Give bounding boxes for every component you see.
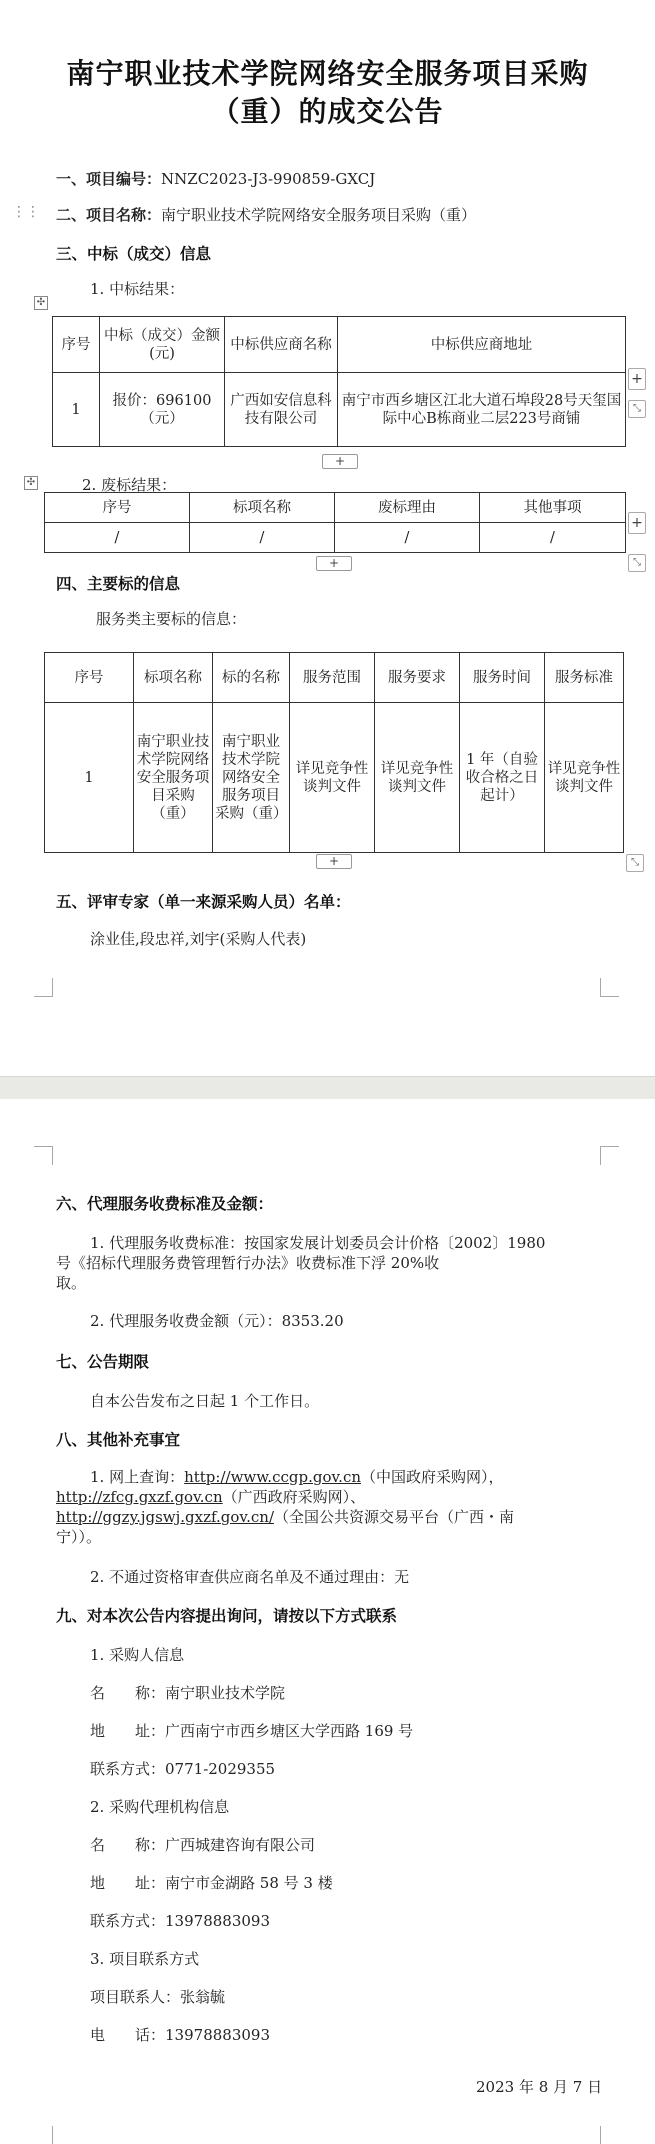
add-column-button[interactable]: + — [628, 368, 646, 390]
online-query-line1 — [90, 1466, 504, 1487]
project-name-value: 南宁职业技术学院网络安全服务项目采购（重） — [161, 206, 477, 224]
agency-name — [90, 1834, 315, 1855]
award-result-label: 1. 中标结果： — [90, 280, 185, 298]
online-query-line2 — [56, 1486, 365, 1507]
table-header-cell: 服务标准 — [545, 653, 624, 703]
failed-bid-label: 2. 废标结果： — [82, 476, 177, 494]
agency-contact-value: 13978883093 — [165, 1912, 270, 1930]
table-cell: 南宁市西乡塘区江北大道石埠段28号天玺国际中心B栋商业二层223号商铺 — [338, 373, 626, 447]
page-separator — [0, 1076, 655, 1100]
project-contact-person-value: 张翁毓 — [180, 1988, 226, 2006]
failed-bid-table — [44, 492, 626, 553]
table-resize-handle[interactable]: ⤡ — [628, 554, 646, 572]
table-cell: / — [335, 523, 480, 553]
section-8-heading: 八、其他补充事宜 — [56, 1430, 181, 1449]
table-cell: 详见竞争性谈判文件 — [290, 703, 375, 853]
table-cell: 1 — [53, 373, 100, 447]
table-resize-handle[interactable]: ⤡ — [628, 400, 646, 418]
buyer-contact-value: 0771-2029355 — [165, 1760, 276, 1778]
table-cell: 报价：696100（元） — [100, 373, 225, 447]
buyer-address-value: 广西南宁市西乡塘区大学西路 169 号 — [165, 1722, 414, 1740]
agency-address — [90, 1872, 333, 1893]
section-7-heading: 七、公告期限 — [56, 1352, 150, 1371]
online-query-line4: 宁））。 — [56, 1528, 102, 1546]
drag-handle-icon[interactable]: ⋮⋮ — [12, 204, 40, 220]
agency-address-label: 地 址： — [90, 1874, 166, 1892]
table-cell: / — [480, 523, 626, 553]
document-title-line2: （重）的成交公告 — [211, 95, 444, 128]
table-cell: 详见竞争性谈判文件 — [545, 703, 624, 853]
table-cell: / — [190, 523, 335, 553]
buyer-contact-label: 联系方式： — [90, 1760, 166, 1778]
table-header-cell: 序号 — [45, 493, 190, 523]
table-header-cell: 标项名称 — [134, 653, 213, 703]
table-header-cell: 标的名称 — [213, 653, 290, 703]
corner-mark — [600, 978, 619, 997]
agency-info-title: 2. 采购代理机构信息 — [90, 1798, 230, 1816]
document-title: 南宁职业技术学院网络安全服务项目采购 — [66, 57, 589, 90]
ccgp-desc: （中国政府采购网）， — [361, 1468, 504, 1486]
project-contact-phone-value: 13978883093 — [165, 2026, 270, 2044]
table-header-cell: 序号 — [53, 317, 100, 373]
expert-names: 涂业佳,段忠祥,刘宇(采购人代表) — [90, 930, 307, 948]
project-number-value: NNZC2023-J3-990859-GXCJ — [161, 170, 376, 188]
buyer-name-label: 名 称： — [90, 1684, 166, 1702]
table-header-cell: 中标（成交）金额(元) — [100, 317, 225, 373]
section-3-heading: 三、中标（成交）信息 — [56, 244, 212, 263]
table-header-cell: 序号 — [45, 653, 134, 703]
buyer-name — [90, 1682, 285, 1703]
table-header-cell: 中标供应商名称 — [225, 317, 338, 373]
section-5-heading: 五、评审专家（单一来源采购人员）名单： — [56, 892, 351, 911]
fee-standard-line2: 号《招标代理服务费管理暂行办法》收费标准下浮 20%收 — [56, 1254, 440, 1272]
corner-mark — [600, 1146, 619, 1165]
table-header-cell: 服务时间 — [460, 653, 545, 703]
online-query-line3 — [56, 1506, 514, 1527]
corner-mark — [34, 1146, 53, 1165]
table-header-cell: 中标供应商地址 — [338, 317, 626, 373]
table-header-cell: 服务范围 — [290, 653, 375, 703]
table-header-cell: 服务要求 — [375, 653, 460, 703]
add-row-button[interactable]: + — [316, 854, 352, 869]
table-cell: 南宁职业技术学院网络安全服务项目采购（重） — [134, 703, 213, 853]
buyer-address — [90, 1720, 413, 1741]
table-resize-handle[interactable]: ⤡ — [626, 854, 644, 872]
ggzy-desc: （全国公共资源交易平台（广西・南 — [274, 1508, 515, 1526]
fee-standard-line1: 1. 代理服务收费标准：按国家发展计划委员会计价格〔2002〕1980 — [90, 1234, 546, 1252]
table-move-icon[interactable]: ✣ — [24, 476, 38, 490]
corner-mark — [34, 2126, 53, 2144]
table-cell: 广西如安信息科技有限公司 — [225, 373, 338, 447]
table-move-icon[interactable]: ✣ — [34, 296, 48, 310]
add-column-button[interactable]: + — [628, 512, 646, 534]
table-header-cell: 其他事项 — [480, 493, 626, 523]
buyer-address-label: 地 址： — [90, 1722, 166, 1740]
notice-period: 自本公告发布之日起 1 个工作日。 — [90, 1392, 320, 1410]
agency-name-value: 广西城建咨询有限公司 — [165, 1836, 316, 1854]
project-name-label: 二、项目名称： — [56, 206, 162, 224]
fee-amount: 2. 代理服务收费金额（元）：8353.20 — [90, 1312, 344, 1330]
project-name — [56, 204, 476, 225]
project-number-label: 一、项目编号： — [56, 170, 162, 188]
table-cell: 1 — [45, 703, 134, 853]
table-cell: 详见竞争性谈判文件 — [375, 703, 460, 853]
gxzf-desc: （广西政府采购网）、 — [222, 1488, 366, 1506]
gxzf-link[interactable]: http://zfcg.gxzf.gov.cn — [56, 1488, 223, 1506]
agency-name-label: 名 称： — [90, 1836, 166, 1854]
section-9-heading: 九、对本次公告内容提出询问，请按以下方式联系 — [56, 1606, 398, 1625]
ccgp-link[interactable]: http://www.ccgp.gov.cn — [184, 1468, 362, 1486]
table-cell: / — [45, 523, 190, 553]
agency-contact-label: 联系方式： — [90, 1912, 166, 1930]
project-number — [56, 168, 375, 189]
fee-standard-line3: 取。 — [56, 1274, 87, 1292]
project-contact-person-label: 项目联系人： — [90, 1988, 181, 2006]
project-contact-person — [90, 1986, 225, 2007]
publish-date: 2023 年 8 月 7 日 — [476, 2078, 603, 2096]
service-table — [44, 652, 624, 853]
add-row-button[interactable]: + — [322, 454, 358, 469]
corner-mark — [600, 2126, 619, 2144]
corner-mark — [34, 978, 53, 997]
project-contact-phone — [90, 2024, 270, 2045]
agency-address-value: 南宁市金湖路 58 号 3 楼 — [165, 1874, 333, 1892]
ggzy-link[interactable]: http://ggzy.jgswj.gxzf.gov.cn/ — [56, 1508, 275, 1526]
buyer-contact — [90, 1758, 275, 1779]
project-contact-title: 3. 项目联系方式 — [90, 1950, 200, 1968]
table-cell: 南宁职业技术学院网络安全服务项目采购（重） — [213, 703, 290, 853]
agency-contact — [90, 1910, 270, 1931]
disqualified-suppliers: 2. 不通过资格审查供应商名单及不通过理由：无 — [90, 1568, 410, 1586]
buyer-name-value: 南宁职业技术学院 — [165, 1684, 286, 1702]
section-6-heading: 六、代理服务收费标准及金额： — [56, 1194, 274, 1213]
table-header-cell: 废标理由 — [335, 493, 480, 523]
add-row-button[interactable]: + — [316, 556, 352, 571]
section-4-heading: 四、主要标的信息 — [56, 574, 181, 593]
buyer-info-title: 1. 采购人信息 — [90, 1646, 185, 1664]
table-cell: 1 年（自验收合格之日起计） — [460, 703, 545, 853]
award-result-table — [52, 316, 626, 447]
project-contact-phone-label: 电 话： — [90, 2026, 166, 2044]
online-query-prefix: 1. 网上查询： — [90, 1468, 185, 1486]
service-intro: 服务类主要标的信息： — [96, 610, 247, 628]
table-header-cell: 标项名称 — [190, 493, 335, 523]
